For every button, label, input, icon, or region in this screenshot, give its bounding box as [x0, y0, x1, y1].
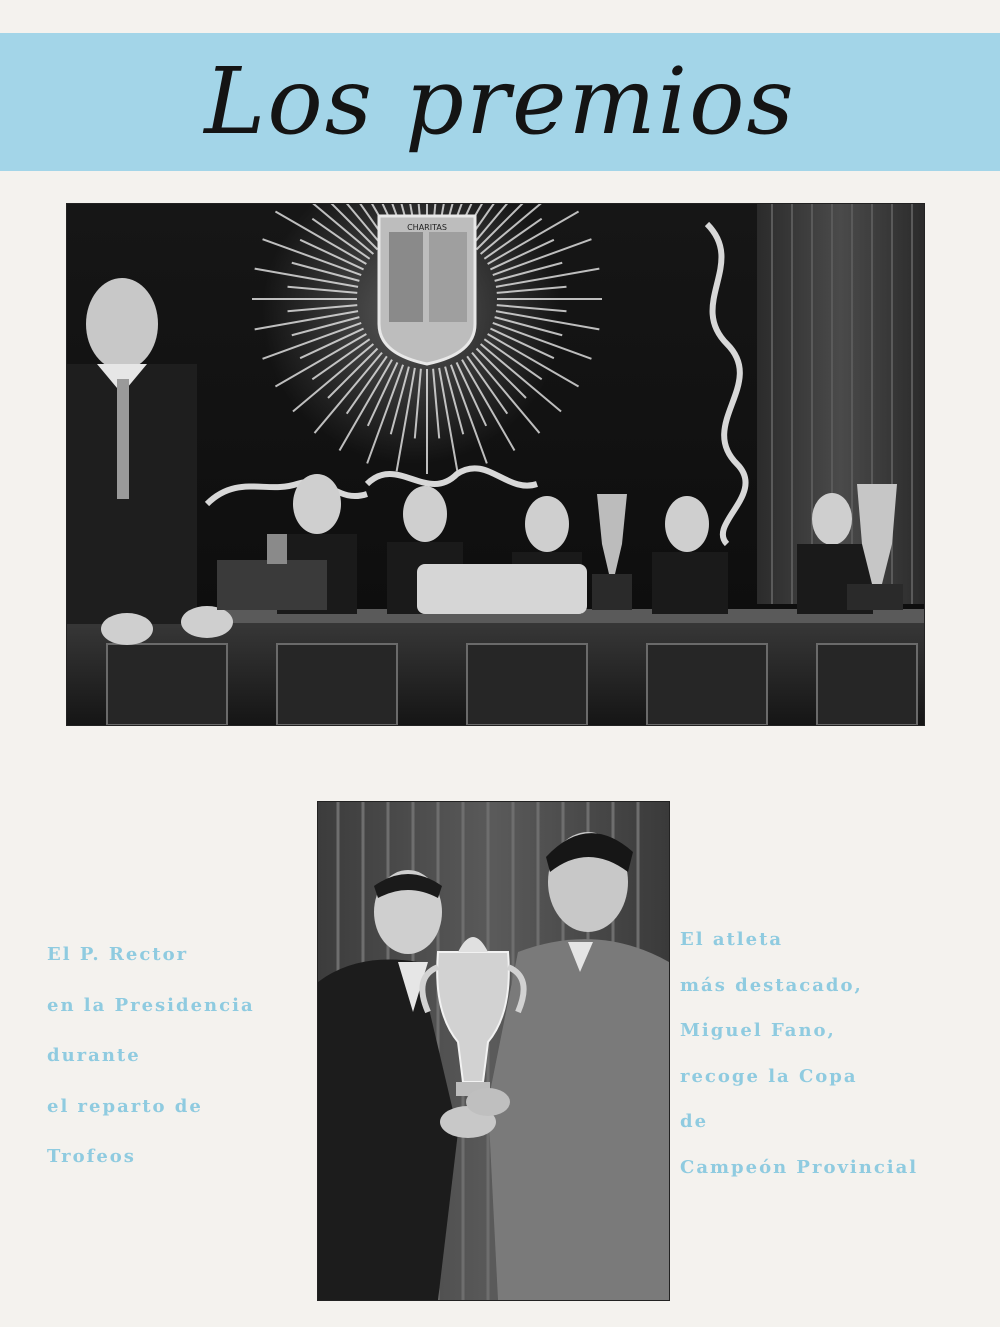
caption-left-line: durante — [47, 1045, 141, 1066]
caption-right-line: Miguel Fano, — [680, 1020, 836, 1041]
caption-right-line: recoge la Copa — [680, 1065, 858, 1087]
caption-right-line: de — [680, 1111, 709, 1132]
photo-trophy-handover-image — [318, 802, 669, 1300]
caption-right-line: Campeón Provincial — [680, 1156, 919, 1178]
caption-right-line: más destacado, — [680, 974, 863, 996]
caption-left — [47, 930, 255, 1183]
photo-trophy-handover — [318, 802, 669, 1300]
shield-banner-text: CHARITAS — [407, 223, 447, 232]
caption-left-line: Trofeos — [47, 1146, 136, 1167]
caption-right — [680, 917, 918, 1190]
caption-left-line: el reparto de — [47, 1095, 203, 1117]
page-title: Los premios — [204, 48, 796, 155]
caption-left-line: en la Presidencia — [47, 994, 255, 1016]
photo-ceremony-table-image — [67, 204, 924, 725]
title-band — [0, 33, 1000, 171]
photo-ceremony-table — [67, 204, 924, 725]
caption-right-line: El atleta — [680, 929, 784, 950]
caption-left-line: El P. Rector — [47, 944, 189, 965]
